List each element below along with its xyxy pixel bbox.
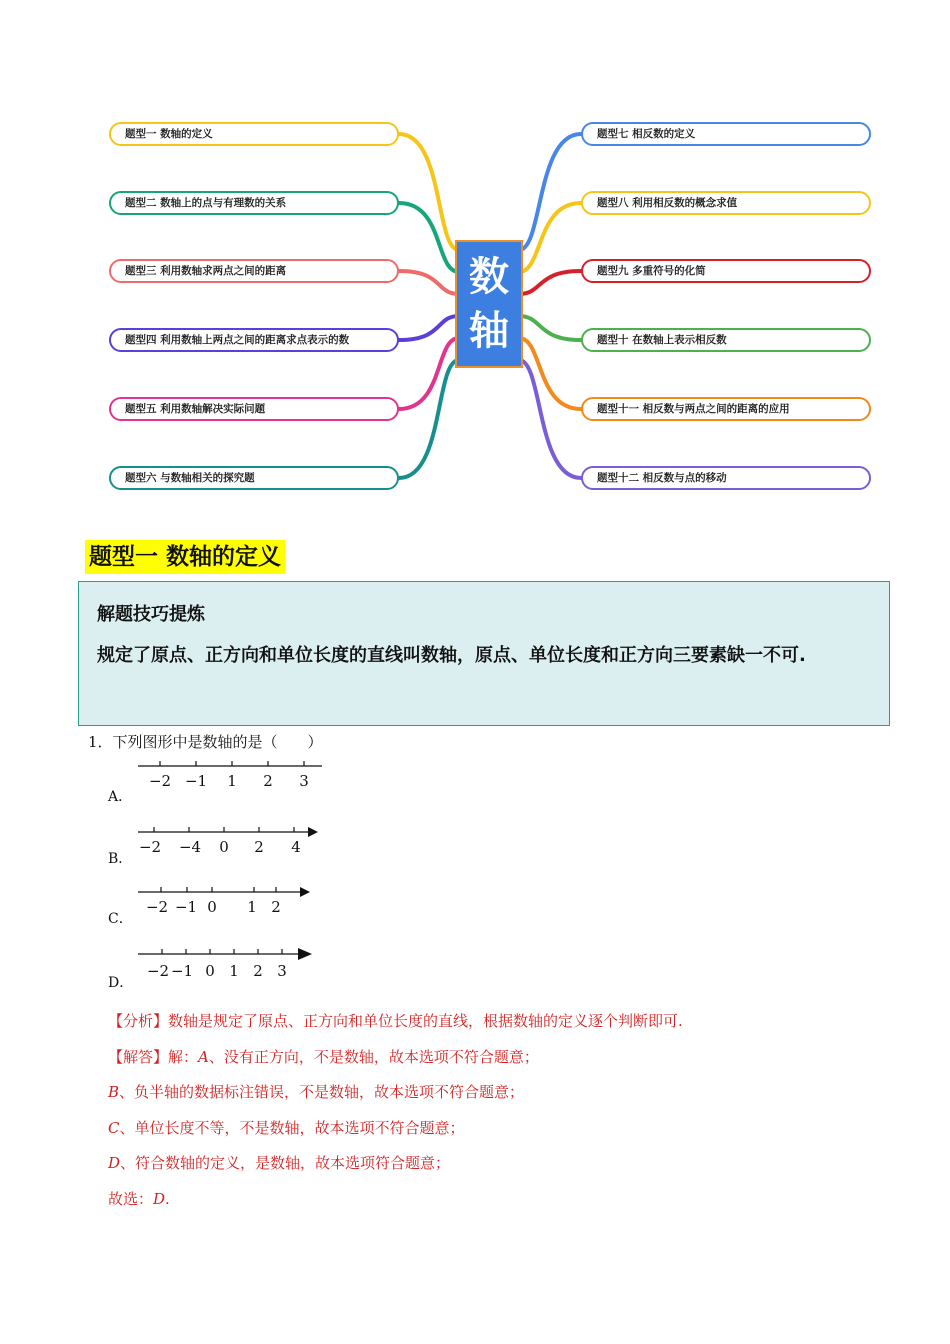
tick-label: 0 [219, 838, 229, 856]
option-c-number-line [130, 882, 330, 918]
choice-letter: D [153, 1190, 166, 1208]
mind-map-branch [399, 271, 459, 294]
solution-prefix: 解： [168, 1048, 199, 1066]
tick-label: 2 [254, 838, 264, 856]
solution-line [108, 1046, 539, 1067]
solution-text: 、没有正方向，不是数轴，故本选项不符合题意； [208, 1048, 539, 1066]
option-d-label: D． [108, 975, 134, 991]
tick-label: −2 [148, 772, 172, 790]
mind-map-branch [519, 360, 581, 478]
option-a-number-line [130, 758, 330, 794]
choice-prefix: 故选： [108, 1190, 154, 1208]
axis-arrow [300, 887, 310, 897]
question-number: 1． [88, 733, 113, 751]
solution-tag: 【解答】 [108, 1048, 169, 1066]
mind-map-branch [399, 360, 459, 478]
solution-letter: B [108, 1083, 120, 1101]
solution-line [108, 1152, 450, 1173]
choice-suffix: . [165, 1190, 170, 1208]
mind-map-node: 题型八 利用相反数的概念求值 [581, 191, 871, 215]
option-d-number-line [130, 944, 330, 982]
mind-map-node: 题型十二 相反数与点的移动 [581, 466, 871, 490]
solution-letter: A [198, 1048, 209, 1066]
tick-label: 2 [263, 772, 273, 790]
analysis-text: 数轴是规定了原点、正方向和单位长度的直线，根据数轴的定义逐个判断即可. [168, 1012, 683, 1030]
mind-map-branch [399, 134, 459, 250]
mind-map-branch [519, 316, 581, 340]
center-char-1: 数 [469, 254, 509, 300]
tick-label: 4 [291, 838, 301, 856]
question-stem [88, 731, 323, 752]
mind-map-node: 题型九 多重符号的化简 [581, 259, 871, 283]
mind-map-branch [519, 338, 581, 409]
mind-map-node: 题型十一 相反数与两点之间的距离的应用 [581, 397, 871, 421]
mind-map-branch [399, 338, 459, 409]
mind-map-node: 题型三 利用数轴求两点之间的距离 [109, 259, 399, 283]
final-choice-line [108, 1188, 170, 1209]
tick-label: −1 [174, 898, 198, 916]
question-text: 下列图形中是数轴的是（ ） [112, 733, 323, 751]
tick-label: 3 [299, 772, 309, 790]
option-b-number-line [130, 822, 330, 858]
axis-arrow [298, 948, 312, 960]
tips-box [78, 581, 890, 726]
tick-label: 2 [271, 898, 281, 916]
solution-letter: C [108, 1119, 120, 1137]
mind-map-node: 题型二 数轴上的点与有理数的关系 [109, 191, 399, 215]
analysis-tag: 【分析】 [108, 1012, 169, 1030]
tick-label: −2 [145, 898, 169, 916]
tick-label: 1 [247, 898, 257, 916]
mind-map-node: 题型十 在数轴上表示相反数 [581, 328, 871, 352]
option-b-label: B． [108, 851, 133, 867]
mind-map [0, 0, 950, 520]
tips-text: 规定了原点、正方向和单位长度的直线叫数轴，原点、单位长度和正方向三要素缺一不可. [97, 645, 806, 666]
option-c-label: C． [108, 911, 133, 927]
solution-line [108, 1081, 524, 1102]
tick-label: 1 [229, 962, 239, 980]
tick-label: −1 [170, 962, 194, 980]
tick-label: 2 [253, 962, 263, 980]
solution-letter: D [108, 1154, 121, 1172]
mind-map-branch [399, 316, 459, 340]
mind-map-branch [399, 203, 459, 272]
mind-map-center [455, 240, 523, 368]
mind-map-node: 题型一 数轴的定义 [109, 122, 399, 146]
axis-arrow [308, 827, 318, 837]
mind-map-node: 题型四 利用数轴上两点之间的距离求点表示的数 [109, 328, 399, 352]
center-char-2: 轴 [469, 308, 509, 354]
section-title: 题型一 数轴的定义 [85, 540, 285, 574]
mind-map-node: 题型六 与数轴相关的探究题 [109, 466, 399, 490]
tick-label: −4 [178, 838, 202, 856]
mind-map-branch [519, 271, 581, 294]
tick-label: 0 [207, 898, 217, 916]
mind-map-branch [519, 134, 581, 250]
mind-map-branch [519, 203, 581, 272]
solution-text: 、负半轴的数据标注错误，不是数轴，故本选项不符合题意； [119, 1083, 525, 1101]
analysis-line [108, 1010, 683, 1031]
tips-title: 解题技巧提炼 [97, 604, 205, 625]
tick-label: 3 [277, 962, 287, 980]
tick-label: 1 [227, 772, 237, 790]
solution-text: 、符合数轴的定义，是数轴，故本选项符合题意； [120, 1154, 451, 1172]
tick-label: −2 [146, 962, 170, 980]
tick-label: 0 [205, 962, 215, 980]
tick-label: −1 [184, 772, 208, 790]
mind-map-node: 题型五 利用数轴解决实际问题 [109, 397, 399, 421]
solution-line [108, 1117, 465, 1138]
option-a-label: A． [108, 789, 133, 805]
mind-map-node: 题型七 相反数的定义 [581, 122, 871, 146]
solution-text: 、单位长度不等，不是数轴，故本选项不符合题意； [119, 1119, 465, 1137]
tick-label: −2 [138, 838, 162, 856]
